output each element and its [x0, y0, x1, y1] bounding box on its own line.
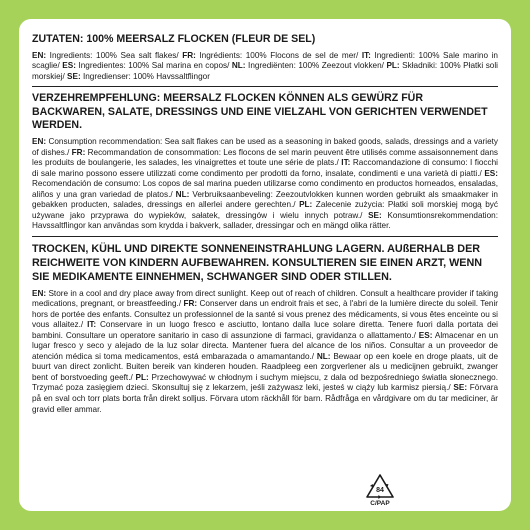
storage-it: Conservare in un luogo fresco e asciutto, lontano dalla luce solare diretta. Tenere fuori dalla portata dei bambini. Consultare un operatore sanitario in caso di assunzione di farmaci, gravidanza o allattamento./: [32, 320, 498, 340]
lang-code-se: SE:: [368, 210, 382, 220]
lang-code-en: EN:: [32, 50, 47, 60]
lang-code-es: ES:: [418, 330, 433, 340]
recycling-mark: [361, 473, 399, 507]
usage-heading: VERZEHREMPFEHLUNG: MEERSALZ FLOCKEN KÖNNEN ALS GEWÜRZ FÜR BACKWAREN, SALATE, DRESSINGS UND EINE VIELZAHL VON GERICHTEN VERWENDET WERDEN.: [32, 92, 488, 132]
ingredients-section: [32, 33, 498, 82]
storage-pl: Przechowywać w chłodnym i suchym miejscu, z dala od bezpośredniego światła słonecznego. Trzymać poza zasięgiem dzieci. Skonsultuj się z lekarzem, jeśli zażywasz leki, jesteś w ciąży lub karmisz piersią./: [32, 372, 498, 393]
lang-code-se: SE:: [453, 383, 468, 393]
usage-se: Konsumtionsrekommendation: Havssaltflingor kan användas som krydda i bakverk, sallader, dressingar och en mängd olika rätter.: [32, 210, 498, 231]
ingredients-translations: [32, 51, 498, 83]
storage-heading: TROCKEN, KÜHL UND DIREKTE SONNENEINSTRAHLUNG LAGERN. AUßERHALB DER REICHWEITE VON KINDERN AUFBEWAHREN. KONSULTIEREN SIE EINEN ARZT, WENN SIE MEDIKAMENTE EINNEHMEN, SCHWANGER SIND ODER STILLEN.: [32, 242, 483, 284]
ingredients-nl: Ingrediënten: 100% Zeezout vlokken/: [245, 61, 387, 71]
usage-translations: [32, 137, 498, 232]
storage-se: Förvara på en sval och torr plats borta från direkt solljus. Förvara utom räckhåll för barn. Rådfråga en vårdgivare om du tar mediciner, är gravid eller ammar.: [32, 383, 499, 414]
storage-en: Store in a cool and dry place away from direct sunlight. Keep out of reach of children. Consult a healthcare provider if taking medications, pregnant, or breastfeeding./: [32, 288, 498, 309]
usage-it: Raccomandazione di consumo: I fiocchi di sale marino possono essere utilizzati come condimento per prodotti da forno, insalate, condimenti e una varietà di piatti./: [32, 158, 498, 178]
recycling-code: C/PAP: [370, 500, 390, 507]
lang-code-es: ES:: [62, 61, 76, 71]
lang-code-nl: NL:: [175, 189, 190, 199]
ingredients-fr: Ingrédients: 100% Flocons de sel de mer/: [195, 50, 362, 60]
storage-fr: Conserver dans un endroit frais et sec, à l'abri de la lumière directe du soleil. Tenir hors de portée des enfants. Consultez un professionnel de la santé si vous prenez des médicaments, si vous êtes enceinte ou si vous allaitez./: [32, 299, 499, 330]
usage-es: Recomendación de consumo: Los copos de sal marina pueden utilizarse como condimento en productos horneados, ensaladas, aliños y una gran variedad de platos./: [32, 179, 498, 199]
usage-pl: Zalecenie zużycia: Płatki soli morskiej mogą być używane jako przyprawa do wypieków, sałatek, dressingów i wielu innych potraw./: [32, 200, 498, 220]
usage-fr: Recommandation de consommation: Les flocons de sel marin peuvent être utilisés comme assaisonnement dans les produits de boulangerie, les salades, les vinaigrettes et toute une série de plats./: [32, 147, 498, 168]
section-divider: [32, 236, 498, 237]
lang-code-fr: FR:: [183, 299, 198, 309]
lang-code-fr: FR:: [71, 147, 86, 157]
lang-code-nl: NL:: [316, 351, 331, 361]
lang-code-pl: PL:: [386, 61, 400, 71]
lang-code-en: EN:: [32, 288, 47, 298]
lang-code-se: SE:: [67, 71, 81, 81]
ingredients-es: Ingredientes: 100% Sal marina en copos/: [75, 61, 232, 71]
lang-code-it: IT:: [87, 320, 97, 330]
lang-code-pl: PL:: [299, 200, 313, 210]
ingredients-se: Ingredienser: 100% Havssaltflingor: [80, 71, 210, 81]
storage-nl: Bewaar op een koele en droge plaats, uit de buurt van direct zonlicht. Buiten bereik van kinderen houden. Raadpleeg een zorgverlener als u medicijnen gebruikt, zwanger bent of borstvoeding geeft./: [32, 351, 498, 382]
storage-es: Almacenar en un lugar fresco y seco y alejado de la luz solar directa. Mantener fuera del alcance de los niños. Consultar a un proveedor de atención médica si toma medicamentos, está embarazada o amamantando./: [32, 330, 498, 361]
lang-code-pl: PL:: [135, 372, 149, 382]
lang-code-en: EN:: [32, 137, 47, 147]
storage-section: [32, 242, 498, 415]
ingredients-heading: ZUTATEN: 100% MEERSALZ FLOCKEN (FLEUR DE SEL): [32, 33, 316, 45]
section-divider: [32, 86, 498, 87]
product-label-panel: [19, 19, 511, 511]
storage-translations: [32, 289, 498, 416]
usage-section: [32, 92, 498, 232]
lang-code-es: ES:: [484, 168, 498, 178]
lang-code-it: IT:: [341, 158, 351, 168]
recycling-number: 84: [376, 487, 384, 494]
usage-en: Consumption recommendation: Sea salt flakes can be used as a seasoning in baked goods, salads, dressings and a variety of dishes./: [32, 137, 498, 157]
usage-nl: Verbruiksaanbeveling: Zeezoutvlokken kunnen worden gebruikt als smaakmaker in gebakken producten, salades, dressings en allerlei andere gerechten./: [32, 189, 498, 210]
recycle-triangle-icon: [365, 473, 395, 499]
ingredients-pl: Składniki: 100% Płatki soli morskiej/: [32, 61, 498, 81]
ingredients-en: Ingredients: 100% Sea salt flakes/: [46, 50, 183, 60]
lang-code-fr: FR:: [182, 50, 196, 60]
lang-code-nl: NL:: [231, 61, 246, 71]
lang-code-it: IT:: [361, 50, 371, 60]
ingredients-it: Ingredienti: 100% Sale marino in scaglie/: [32, 50, 498, 71]
